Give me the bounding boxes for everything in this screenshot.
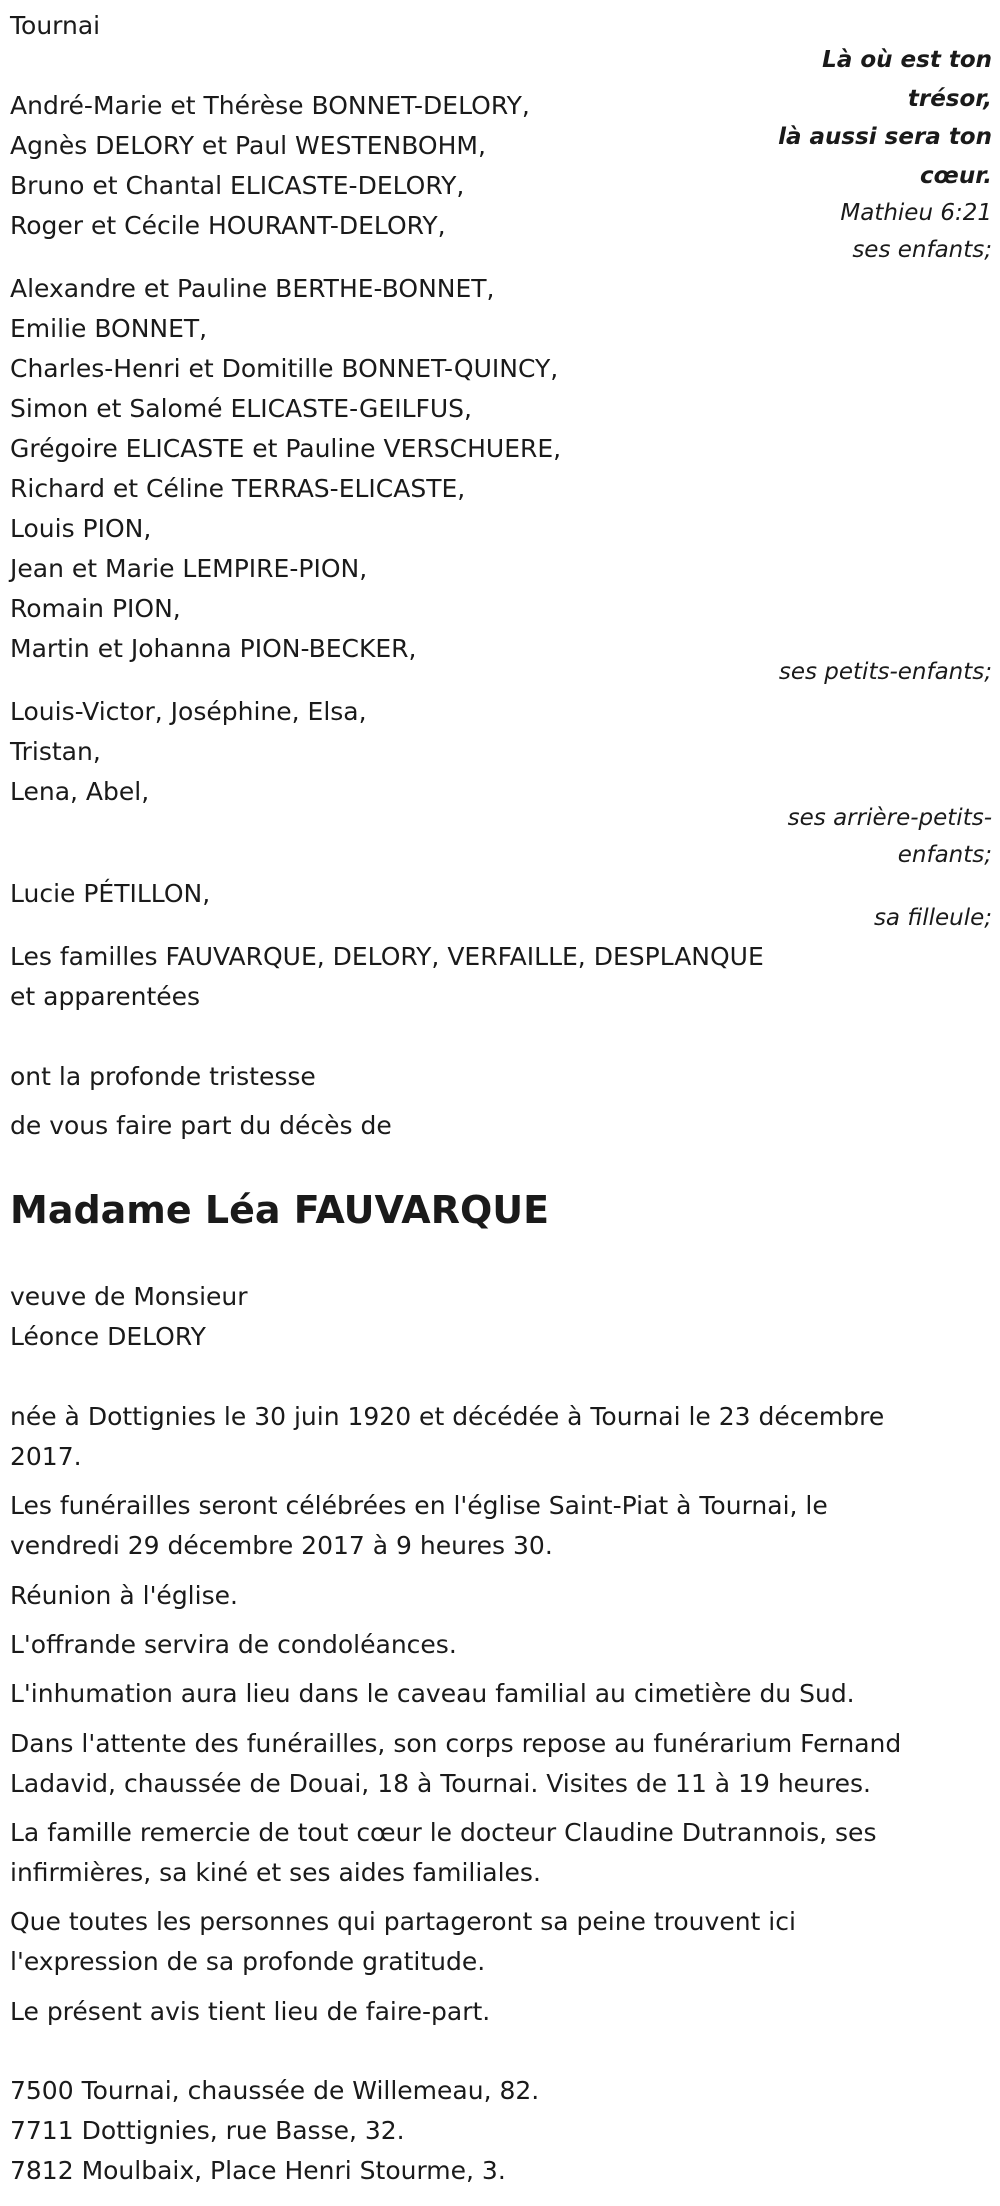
- announcement-line: de vous faire part du décès de: [10, 1111, 392, 1140]
- grandchildren-label: ses petits-enfants;: [778, 659, 992, 685]
- quote-line: trésor,: [907, 86, 992, 112]
- quote-reference: Mathieu 6:21: [840, 200, 992, 226]
- address-line: 7711 Dottignies, rue Basse, 32.: [10, 2116, 405, 2145]
- location: Tournai: [10, 11, 101, 40]
- child-name: Agnès DELORY et Paul WESTENBOHM,: [10, 131, 486, 160]
- grandchild-name: Louis PION,: [10, 514, 152, 543]
- child-name: Roger et Cécile HOURANT-DELORY,: [10, 211, 446, 240]
- families-line: Les familles FAUVARQUE, DELORY, VERFAILLE, DESPLANQUE: [10, 942, 764, 971]
- detail-birth-death: 2017.: [10, 1442, 82, 1471]
- grandchild-name: Charles-Henri et Domitille BONNET-QUINCY,: [10, 354, 559, 383]
- detail-thanks: infirmières, sa kiné et ses aides familiales.: [10, 1858, 541, 1887]
- grandchild-name: Simon et Salomé ELICASTE-GEILFUS,: [10, 394, 472, 423]
- families-line: et apparentées: [10, 982, 201, 1011]
- grandchild-name: Richard et Céline TERRAS-ELICASTE,: [10, 474, 466, 503]
- goddaughter-label: sa filleule;: [873, 905, 992, 931]
- deceased-name: Madame Léa FAUVARQUE: [10, 1188, 550, 1232]
- quote-line: là aussi sera ton: [778, 124, 992, 150]
- address-line: 7812 Moulbaix, Place Henri Stourme, 3.: [10, 2156, 506, 2185]
- detail-notice: Le présent avis tient lieu de faire-part.: [10, 1997, 491, 2026]
- grandchild-name: Jean et Marie LEMPIRE-PION,: [10, 554, 368, 583]
- detail-birth-death: née à Dottignies le 30 juin 1920 et décédée à Tournai le 23 décembre: [10, 1402, 885, 1431]
- detail-burial: L'inhumation aura lieu dans le caveau familial au cimetière du Sud.: [10, 1679, 855, 1708]
- quote-line: Là où est ton: [822, 47, 992, 73]
- quote-line: cœur.: [920, 163, 992, 189]
- grandchild-name: Martin et Johanna PION-BECKER,: [10, 634, 417, 663]
- detail-gratitude: l'expression de sa profonde gratitude.: [10, 1947, 486, 1976]
- great-grandchild-name: Lena, Abel,: [10, 777, 150, 806]
- detail-funeral: vendredi 29 décembre 2017 à 9 heures 30.: [10, 1531, 553, 1560]
- grandchild-name: Romain PION,: [10, 594, 181, 623]
- grandchild-name: Alexandre et Pauline BERTHE-BONNET,: [10, 274, 495, 303]
- goddaughter-name: Lucie PÉTILLON,: [10, 879, 211, 908]
- detail-offering: L'offrande servira de condoléances.: [10, 1630, 457, 1659]
- address-line: 7500 Tournai, chaussée de Willemeau, 82.: [10, 2076, 540, 2105]
- child-name: André-Marie et Thérèse BONNET-DELORY,: [10, 91, 530, 120]
- detail-funeral: Les funérailles seront célébrées en l'église Saint-Piat à Tournai, le: [10, 1491, 828, 1520]
- great-grandchildren-label: ses arrière-petits-: [787, 805, 992, 831]
- detail-funerarium: Dans l'attente des funérailles, son corps repose au funérarium Fernand: [10, 1729, 902, 1758]
- widow-line: Léonce DELORY: [10, 1322, 206, 1351]
- detail-meeting: Réunion à l'église.: [10, 1581, 238, 1610]
- great-grandchild-name: Louis-Victor, Joséphine, Elsa,: [10, 697, 367, 726]
- great-grandchild-name: Tristan,: [10, 737, 101, 766]
- children-label: ses enfants;: [852, 237, 992, 263]
- detail-funerarium: Ladavid, chaussée de Douai, 18 à Tournai. Visites de 11 à 19 heures.: [10, 1769, 871, 1798]
- detail-thanks: La famille remercie de tout cœur le docteur Claudine Dutrannois, ses: [10, 1818, 877, 1847]
- detail-gratitude: Que toutes les personnes qui partageront sa peine trouvent ici: [10, 1907, 796, 1936]
- child-name: Bruno et Chantal ELICASTE-DELORY,: [10, 171, 465, 200]
- grandchild-name: Emilie BONNET,: [10, 314, 208, 343]
- widow-line: veuve de Monsieur: [10, 1282, 248, 1311]
- great-grandchildren-label: enfants;: [897, 842, 992, 868]
- announcement-line: ont la profonde tristesse: [10, 1062, 316, 1091]
- grandchild-name: Grégoire ELICASTE et Pauline VERSCHUERE,: [10, 434, 562, 463]
